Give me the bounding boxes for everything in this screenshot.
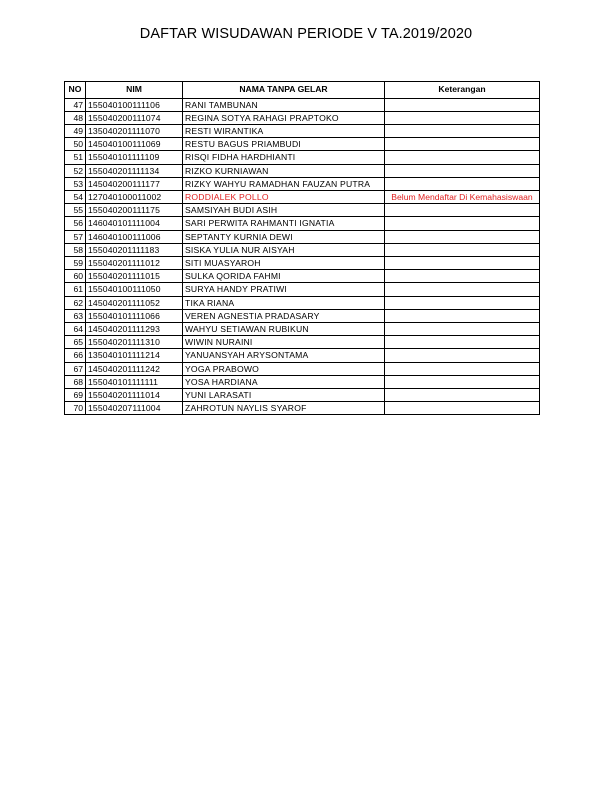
remark-cell: Belum Mendaftar Di Kemahasiswaan [385, 190, 540, 203]
remark-cell [385, 217, 540, 230]
name-cell: SISKA YULIA NUR AISYAH [183, 243, 385, 256]
nim-cell: 135040101111214 [86, 349, 183, 362]
name-cell: RISQI FIDHA HARDHIANTI [183, 151, 385, 164]
table-row [65, 111, 540, 124]
remark-cell [385, 349, 540, 362]
row-number: 64 [65, 322, 86, 335]
row-number: 55 [65, 204, 86, 217]
remark-cell [385, 296, 540, 309]
nim-cell: 155040201111012 [86, 256, 183, 269]
header-keterangan: Keterangan [385, 82, 540, 99]
nim-cell: 155040101111111 [86, 375, 183, 388]
row-number: 51 [65, 151, 86, 164]
table-row [65, 402, 540, 415]
table-row [65, 349, 540, 362]
name-cell: YOSA HARDIANA [183, 375, 385, 388]
nim-cell: 135040201111070 [86, 124, 183, 137]
table-row [65, 296, 540, 309]
row-number: 58 [65, 243, 86, 256]
nim-cell: 155040200111074 [86, 111, 183, 124]
table-row [65, 256, 540, 269]
remark-cell [385, 309, 540, 322]
name-cell: SITI MUASYAROH [183, 256, 385, 269]
header-no: NO [65, 82, 86, 99]
nim-cell: 145040201111242 [86, 362, 183, 375]
remark-cell [385, 164, 540, 177]
name-cell: RESTU BAGUS PRIAMBUDI [183, 138, 385, 151]
name-cell: SAMSIYAH BUDI ASIH [183, 204, 385, 217]
table-row [65, 204, 540, 217]
header-nama: NAMA TANPA GELAR [183, 82, 385, 99]
table-row [65, 375, 540, 388]
row-number: 70 [65, 402, 86, 415]
remark-cell [385, 283, 540, 296]
name-cell: WAHYU SETIAWAN RUBIKUN [183, 322, 385, 335]
table-row [65, 98, 540, 111]
nim-cell: 127040100011002 [86, 190, 183, 203]
graduate-table [64, 81, 540, 415]
nim-cell: 155040100111106 [86, 98, 183, 111]
name-cell: TIKA RIANA [183, 296, 385, 309]
nim-cell: 155040207111004 [86, 402, 183, 415]
row-number: 48 [65, 111, 86, 124]
row-number: 69 [65, 388, 86, 401]
name-cell: RIZKY WAHYU RAMADHAN FAUZAN PUTRA [183, 177, 385, 190]
name-cell: WIWIN NURAINI [183, 336, 385, 349]
table-body [65, 98, 540, 415]
name-cell: RODDIALEK POLLO [183, 190, 385, 203]
nim-cell: 155040201111015 [86, 270, 183, 283]
remark-cell [385, 111, 540, 124]
nim-cell: 145040100111069 [86, 138, 183, 151]
table-row [65, 190, 540, 203]
remark-cell [385, 402, 540, 415]
row-number: 66 [65, 349, 86, 362]
name-cell: YUNI LARASATI [183, 388, 385, 401]
table-row [65, 283, 540, 296]
row-number: 62 [65, 296, 86, 309]
row-number: 50 [65, 138, 86, 151]
remark-cell [385, 151, 540, 164]
name-cell: RIZKO KURNIAWAN [183, 164, 385, 177]
name-cell: YANUANSYAH ARYSONTAMA [183, 349, 385, 362]
table-row [65, 309, 540, 322]
row-number: 54 [65, 190, 86, 203]
table-row [65, 336, 540, 349]
row-number: 52 [65, 164, 86, 177]
remark-cell [385, 230, 540, 243]
table-row [65, 230, 540, 243]
row-number: 63 [65, 309, 86, 322]
name-cell: YOGA PRABOWO [183, 362, 385, 375]
nim-cell: 146040100111006 [86, 230, 183, 243]
table-row [65, 270, 540, 283]
row-number: 56 [65, 217, 86, 230]
remark-cell [385, 270, 540, 283]
nim-cell: 155040100111050 [86, 283, 183, 296]
table-row [65, 124, 540, 137]
header-nim: NIM [86, 82, 183, 99]
remark-cell [385, 124, 540, 137]
row-number: 57 [65, 230, 86, 243]
table-row [65, 362, 540, 375]
nim-cell: 155040201111134 [86, 164, 183, 177]
name-cell: SURYA HANDY PRATIWI [183, 283, 385, 296]
remark-cell [385, 243, 540, 256]
remark-cell [385, 98, 540, 111]
nim-cell: 146040101111004 [86, 217, 183, 230]
row-number: 49 [65, 124, 86, 137]
row-number: 65 [65, 336, 86, 349]
table-row [65, 388, 540, 401]
row-number: 67 [65, 362, 86, 375]
name-cell: SEPTANTY KURNIA DEWI [183, 230, 385, 243]
row-number: 53 [65, 177, 86, 190]
row-number: 68 [65, 375, 86, 388]
table-row [65, 243, 540, 256]
table-row [65, 217, 540, 230]
row-number: 60 [65, 270, 86, 283]
remark-cell [385, 177, 540, 190]
name-cell: ZAHROTUN NAYLIS SYAROF [183, 402, 385, 415]
row-number: 61 [65, 283, 86, 296]
remark-cell [385, 388, 540, 401]
remark-cell [385, 336, 540, 349]
name-cell: RESTI WIRANTIKA [183, 124, 385, 137]
page-title: DAFTAR WISUDAWAN PERIODE V TA.2019/2020 [139, 26, 473, 42]
nim-cell: 155040101111066 [86, 309, 183, 322]
remark-cell [385, 256, 540, 269]
row-number: 47 [65, 98, 86, 111]
table-row [65, 164, 540, 177]
table-row [65, 177, 540, 190]
nim-cell: 145040200111177 [86, 177, 183, 190]
name-cell: RANI TAMBUNAN [183, 98, 385, 111]
name-cell: SARI PERWITA RAHMANTI IGNATIA [183, 217, 385, 230]
name-cell: SULKA QORIDA FAHMI [183, 270, 385, 283]
remark-cell [385, 204, 540, 217]
row-number: 59 [65, 256, 86, 269]
remark-cell [385, 322, 540, 335]
remark-cell [385, 375, 540, 388]
table-row [65, 151, 540, 164]
table-row [65, 138, 540, 151]
remark-cell [385, 362, 540, 375]
nim-cell: 155040200111175 [86, 204, 183, 217]
nim-cell: 145040201111052 [86, 296, 183, 309]
name-cell: REGINA SOTYA RAHAGI PRAPTOKO [183, 111, 385, 124]
name-cell: VEREN AGNESTIA PRADASARY [183, 309, 385, 322]
nim-cell: 155040101111109 [86, 151, 183, 164]
table-row [65, 322, 540, 335]
table-header-row [65, 82, 540, 99]
nim-cell: 155040201111310 [86, 336, 183, 349]
nim-cell: 145040201111293 [86, 322, 183, 335]
remark-cell [385, 138, 540, 151]
nim-cell: 155040201111014 [86, 388, 183, 401]
nim-cell: 155040201111183 [86, 243, 183, 256]
